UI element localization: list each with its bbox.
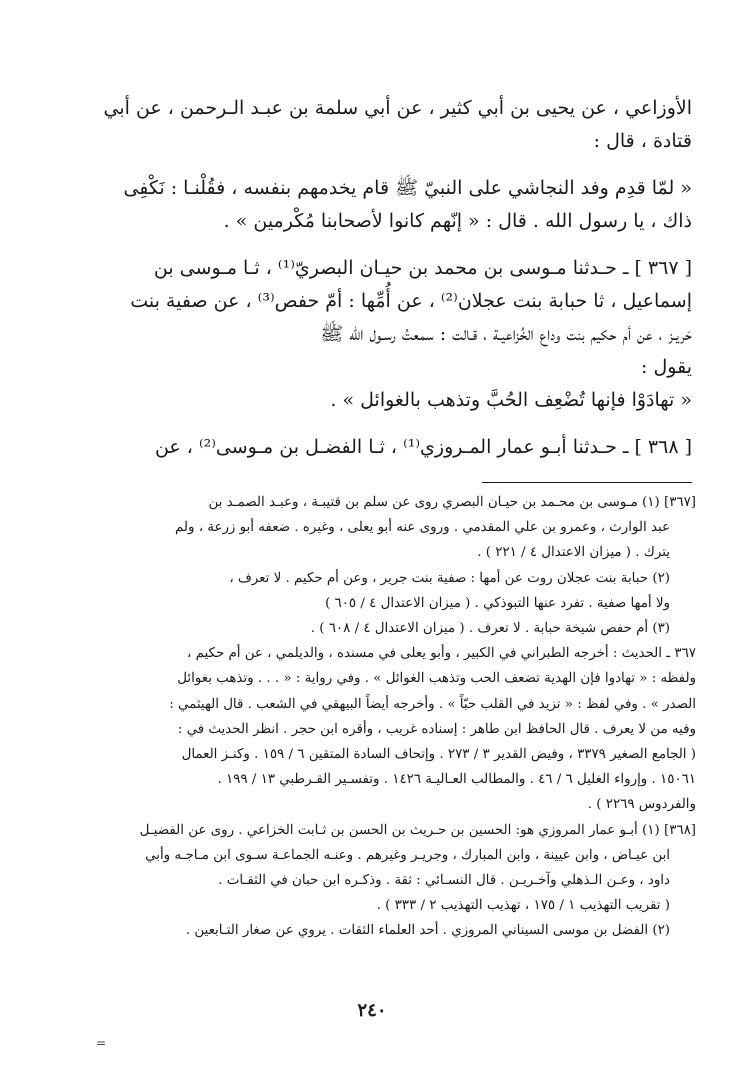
main-line: « تهادَوْا فإنها تُضْعِف الحُبَّ وتذهب بالغوائل » .	[330, 389, 692, 411]
footnote-line: عبد الوارث ، وعمرو بن علي المقدمي . وروى عنه أبو يعلى ، وغيره . ضعفه أبو زرعة ، ولم	[174, 520, 670, 536]
main-line: الأوزاعي ، عن يحيى بن أبي كثير ، عن أبي سلمة بن عبـد الـرحمن ، عن أبي	[103, 97, 692, 119]
main-line: « لمّا قدِم وفد النجاشي على النبيّ ﷺ قام يخدمهم بنفسه ، فقُلْنـا : نَكْفِى	[123, 177, 692, 199]
footnote-line: ولفظه : « تهادوا فإن الهدية تضعف الحب وتذهب الغوائل » . وفي رواية : « . . . وتذهب بغوائل	[177, 671, 696, 687]
paragraph-gap	[88, 158, 692, 172]
footnote-line: (٣) أم حفص شيخة حبابة . لا تعرف . ( ميزان الاعتدال ٤ / ٦٠٨ ) .	[310, 621, 670, 637]
footnotes	[82, 490, 696, 944]
footnote-line: ١٥٠٦١ . وإرواء الغليل ٦ / ٤٦ . والمطالب العـاليـة ١٤٢٦ . وتفسـير القـرطبي ١٣ / ١٩٩ .	[217, 772, 696, 788]
footnote-line: ( الجامع الصغير ٣٣٧٩ ، وفيض القدير ٣ / ٢٧٣ . وإتحاف السادة المتقين ٦ / ١٥٩ . وكنـز العمال	[181, 747, 696, 763]
page-number: ٢٤٠	[357, 1000, 387, 1021]
footnote-line: ولا أمها صفية . تفرد عنها التبوذكي . ( ميزان الاعتدال ٤ / ٦٠٥ )	[325, 595, 670, 611]
footnote-divider	[482, 482, 692, 483]
footnote-line: يترك . ( ميزان الاعتدال ٤ / ٢٢١ ) .	[477, 545, 670, 561]
paragraph-gap	[88, 417, 692, 431]
main-text	[88, 92, 692, 464]
footnote-line: ( تقريب التهذيب ١ / ١٧٥ ، تهذيب التهذيب ٢ / ٣٣٣ ) .	[376, 898, 670, 914]
footnote-line: (٢) حبابة بنت عجلان روت عن أمها : صفية بنت جرير ، وعن أم حكيم . لا تعرف ،	[229, 570, 670, 586]
main-line: حَريـز ، عن أم حكيم بنت وداع الخُزاعيـة ، قـالت : سمعتُ رسـول الله ﷺ	[320, 323, 692, 345]
main-line: إسماعيل ، ثا حبابة بنت عجلان⁽²⁾ ، عن أُمِّها : أمّ حفص⁽³⁾ ، عن صفية بنت	[130, 290, 692, 312]
footnote-line: ابن عيـاض ، وابن عيينة ، وابن المبارك ، وجريـر وغيرهم . وعنـه الجماعـة سـوى ابن مـاجـه وأبي	[145, 847, 670, 863]
footnote-line: والفردوس ٢٢٦٩ ) .	[587, 797, 696, 813]
footnote-line: داود ، وعـن الـذهلي وآخـريـن . قال النسـائي : ثقة . وذكـره ابن حبان في الثقـات .	[218, 873, 670, 889]
main-line: [ ٣٦٧ ] ـ حـدثنا مـوسى بن محمد بن حيـان البصريّ⁽¹⁾ ، ثـا مـوسى بن	[153, 257, 692, 279]
main-line: ذاك ، يا رسول الله . قال : « إنّهم كانوا لأصحابنا مُكْرمين » .	[223, 210, 692, 232]
footnote-line: وفيه من لا يعرف . قال الحافظ ابن طاهر : إسناده غريب ، وأقره ابن حجر . انظر الحديث في :	[177, 721, 696, 737]
footnote-line: ٣٦٧ ـ الحديث : أخرجه الطبراني في الكبير ، وأبو يعلى في مسنده ، والديلمي ، عن أم حكيم ،	[187, 646, 696, 662]
footnote-line: (٢) الفضل بن موسى السيناني المروزي . أحد العلماء الثقات . يروي عن صغار التـابعين .	[185, 923, 670, 939]
main-line: قتادة ، قال :	[593, 130, 692, 152]
main-line: يقول :	[641, 356, 692, 378]
main-line: [ ٣٦٨ ] ـ حـدثنا أبـو عمار المـروزي⁽¹⁾ ، ثـا الفضـل بن مـوسى⁽²⁾ ، عن	[154, 436, 692, 458]
paragraph-gap	[88, 238, 692, 252]
margin-mark: =	[96, 1036, 107, 1050]
footnote-line: [٣٦٨] (١) أبـو عمار المروزي هو: الحسين بن حـريث بن الحسن بن ثـابت الخزاعي . روى عن الفضيـل	[139, 822, 696, 838]
footnote-line: الصدر » . وفي لفظ : « تزيد في القلب حبّاً » . وأخرجه أيضاً البيهقي في الشعب . قال الهيثمي :	[169, 696, 696, 712]
footnote-line: [٣٦٧] (١) مـوسى بن محـمد بن حيـان البصري روى عن سلم بن قتيبـة ، وعبـد الصمـد بن	[208, 495, 696, 510]
